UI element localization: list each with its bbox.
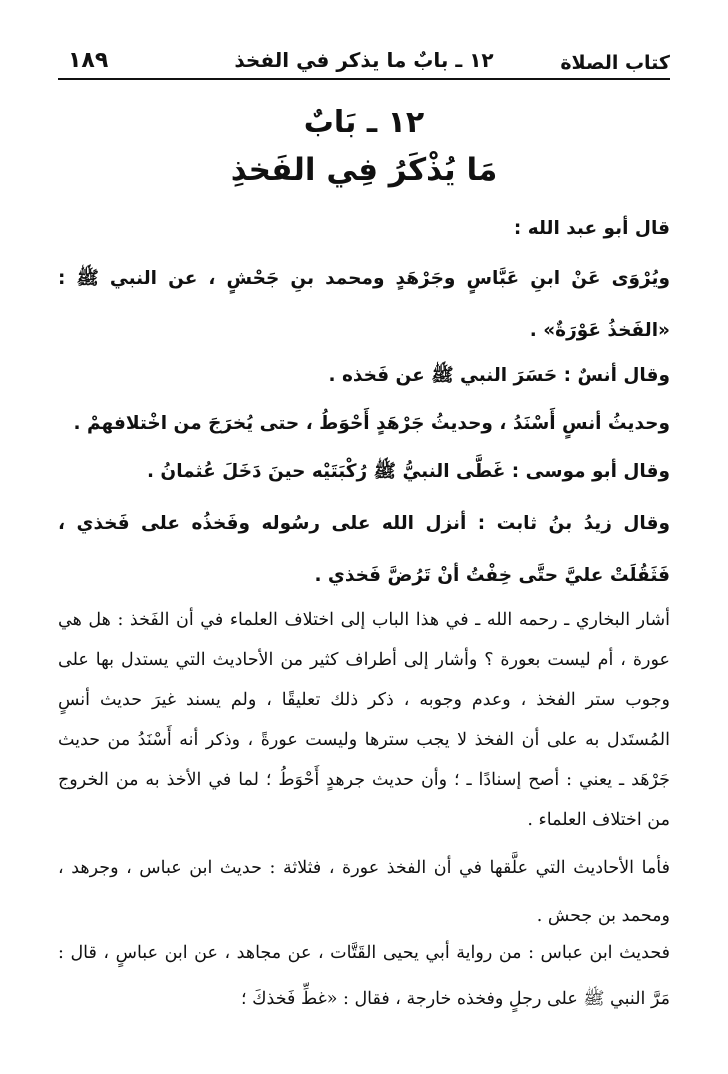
chapter-number: ١٢ ـ بَابٌ [303,105,425,140]
paragraph-narration-thigh-awra: ويُرْوَى عَنْ ابنِ عَبَّاسٍ وجَرْهَدٍ ومحمد بنِ جَحْشٍ ، عن النبي ﷺ : «الفَخذُ عَوْرَةٌ» . [58,268,670,341]
paragraph-intro: قال أبو عبد الله : [513,218,670,239]
paragraph-hadiths-list: فأما الأحاديث التي علَّقها في أن الفخذ عورة ، فثلاثة : حديث ابن عباس ، وجرهد ، ومحمد بن جحش . [58,858,670,926]
chapter-running-title: ١٢ ـ بابٌ ما يذكر في الفخذ [234,48,494,72]
paragraph-comparison: وحديثُ أنسٍ أَسْنَدُ ، وحديثُ جَرْهَدٍ أَحْوَطُ ، حتى يُخرَجَ من اخْتلافهمْ . [73,413,670,434]
paragraph-ibn-abbas: فحديث ابن عباس : من رواية أبي يحيى القَتَّات ، عن مجاهد ، عن ابن عباسٍ ، قال : مَرَّ النبي ﷺ على رجلٍ وفخذه خارجة ، فقال : «غطِّ فَخذكَ ؛ [58,943,670,1009]
paragraph-commentary: أشار البخاري ـ رحمه الله ـ في هذا الباب إلى اختلاف العلماء في أن الفَخذ : هل هي عورة ، أم ليست بعورة ؟ وأشار إلى أطراف كثير من الأحاديث التي يستدل بها على وجوب ستر الفخذ ، وعدم وجوبه ، ذكر ذلك تعليقًا ، ولم يسند غيرَ حديث أنسٍ المُستَدل به على أن الفخذ لا يجب سترها وليست عورةً ، وذكر أنه أَسْنَدُ من حديث جَرْهَد ـ يعني : أصح إسنادًا ـ ؛ وأن حديث جرهدٍ أَحْوَطُ ؛ لما في الأخذ به من الخروج من اختلاف العلماء . [58,610,670,830]
paragraph-abu-musa: وقال أبو موسى : غَطَّى النبيُّ ﷺ رُكْبَتَيْه حينَ دَخَلَ عُثمانُ . [146,461,670,482]
paragraph-zaid: وقال زيدُ بنُ ثابت : أنزل الله على رسُوله وفَخذُه على فَخذي ، فَثَقُلَتْ عليَّ حتَّى خِفْتُ أنْ تَرُضَّ فَخذي . [58,513,670,586]
page-number: ١٨٩ [68,48,109,73]
chapter-title: مَا يُذْكَرُ فِي الفَخذِ [230,152,498,188]
book-title: كتاب الصلاة [560,52,670,74]
paragraph-anas: وقال أنسٌ : حَسَرَ النبي ﷺ عن فَخذه . [328,365,670,386]
running-header [58,42,670,80]
